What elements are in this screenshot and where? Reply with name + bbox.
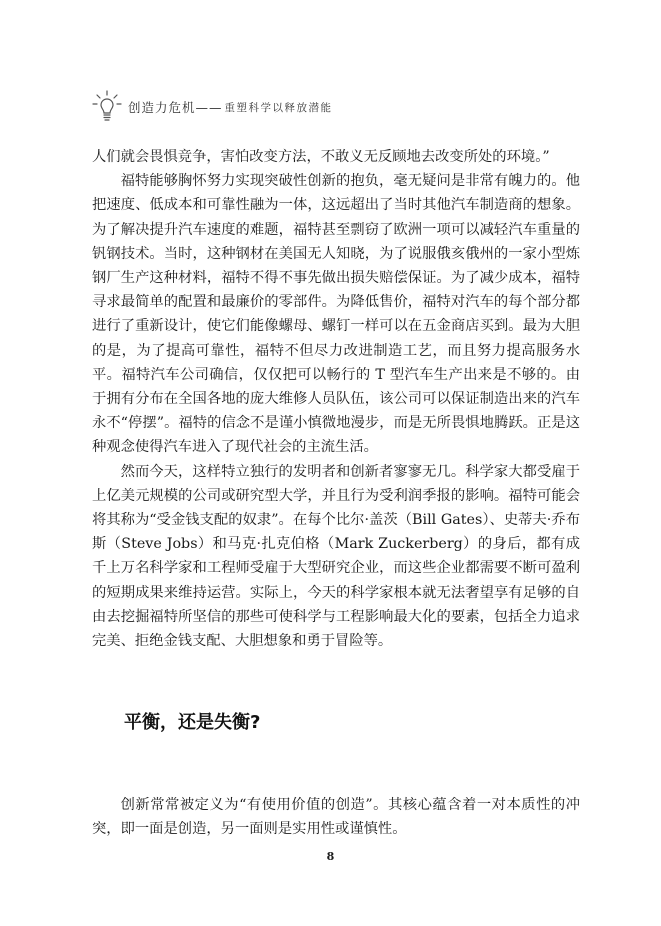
paragraph: 人们就会畏惧竞争，害怕改变方法，不敢义无反顾地去改变所处的环境。” xyxy=(92,149,550,165)
section-title: 平衡，还是失衡? xyxy=(124,712,261,733)
paragraph: 创新常常被定义为“有使用价值的创造”。其核心蕴含着一对本质性的冲突，即一面是创造，另一面则是实用性或谨慎性。 xyxy=(92,797,580,838)
paragraph: 然而今天，这样特立独行的发明者和创新者寥寥无几。科学家大都受雇于上亿美元规模的公司或研究型大学，并且行为受利润季报的影响。福特可能会将其称为“受金钱支配的奴隶”。在每个比尔·盖茨（Bill Gates）、史蒂夫·乔布斯（Steve Jobs）和马克·扎克伯格（Mark Zuckerberg）的身后，都有成千上万名科学家和工程师受雇于大型研究企业，而这些企业都需要不断可盈利的短期成果来维持运营。实际上，今天的科学家根本就无法奢望享有足够的自由去挖掘福特所坚信的那些可使科学与工程影响最大化的要素，包括全力追求完美、拒绝金钱支配、大胆想象和勇于冒险等。 xyxy=(92,463,580,650)
running-header xyxy=(92,90,333,124)
paragraph: 福特能够胸怀努力实现突破性创新的抱负，毫无疑问是非常有魄力的。他把速度、低成本和可靠性融为一体，这远超出了当时其他汽车制造商的想象。为了解决提升汽车速度的难题，福特甚至剽窃了欧洲一项可以减轻汽车重量的钒钢技术。当时，这种钢材在美国无人知晓，为了说服俄亥俄州的一家小型炼钢厂生产这种材料，福特不得不事先做出损失赔偿保证。为了减少成本，福特寻求最简单的配置和最廉价的零部件。为降低售价，福特对汽车的每个部分都进行了重新设计，使它们能像螺母、螺钉一样可以在五金商店买到。最为大胆的是，为了提高可靠性，福特不但尽力改进制造工艺，而且努力提高服务水平。福特汽车公司确信，仅仅把可以畅行的 T 型汽车生产出来是不够的。由于拥有分布在全国各地的庞大维修人员队伍，该公司可以保证制造出来的汽车永不“停摆”。福特的信念不是谨小慎微地漫步，而是无所畏惧地腾跃。正是这种观念使得汽车进入了现代社会的主流生活。 xyxy=(92,173,580,456)
body-text xyxy=(92,145,580,653)
closing-text xyxy=(92,793,580,841)
lightbulb-icon xyxy=(92,90,122,124)
header-subtitle: 重塑科学以释放潜能 xyxy=(224,101,333,114)
header-title: 创造力危机—— xyxy=(128,100,223,115)
page-number: 8 xyxy=(326,850,335,863)
